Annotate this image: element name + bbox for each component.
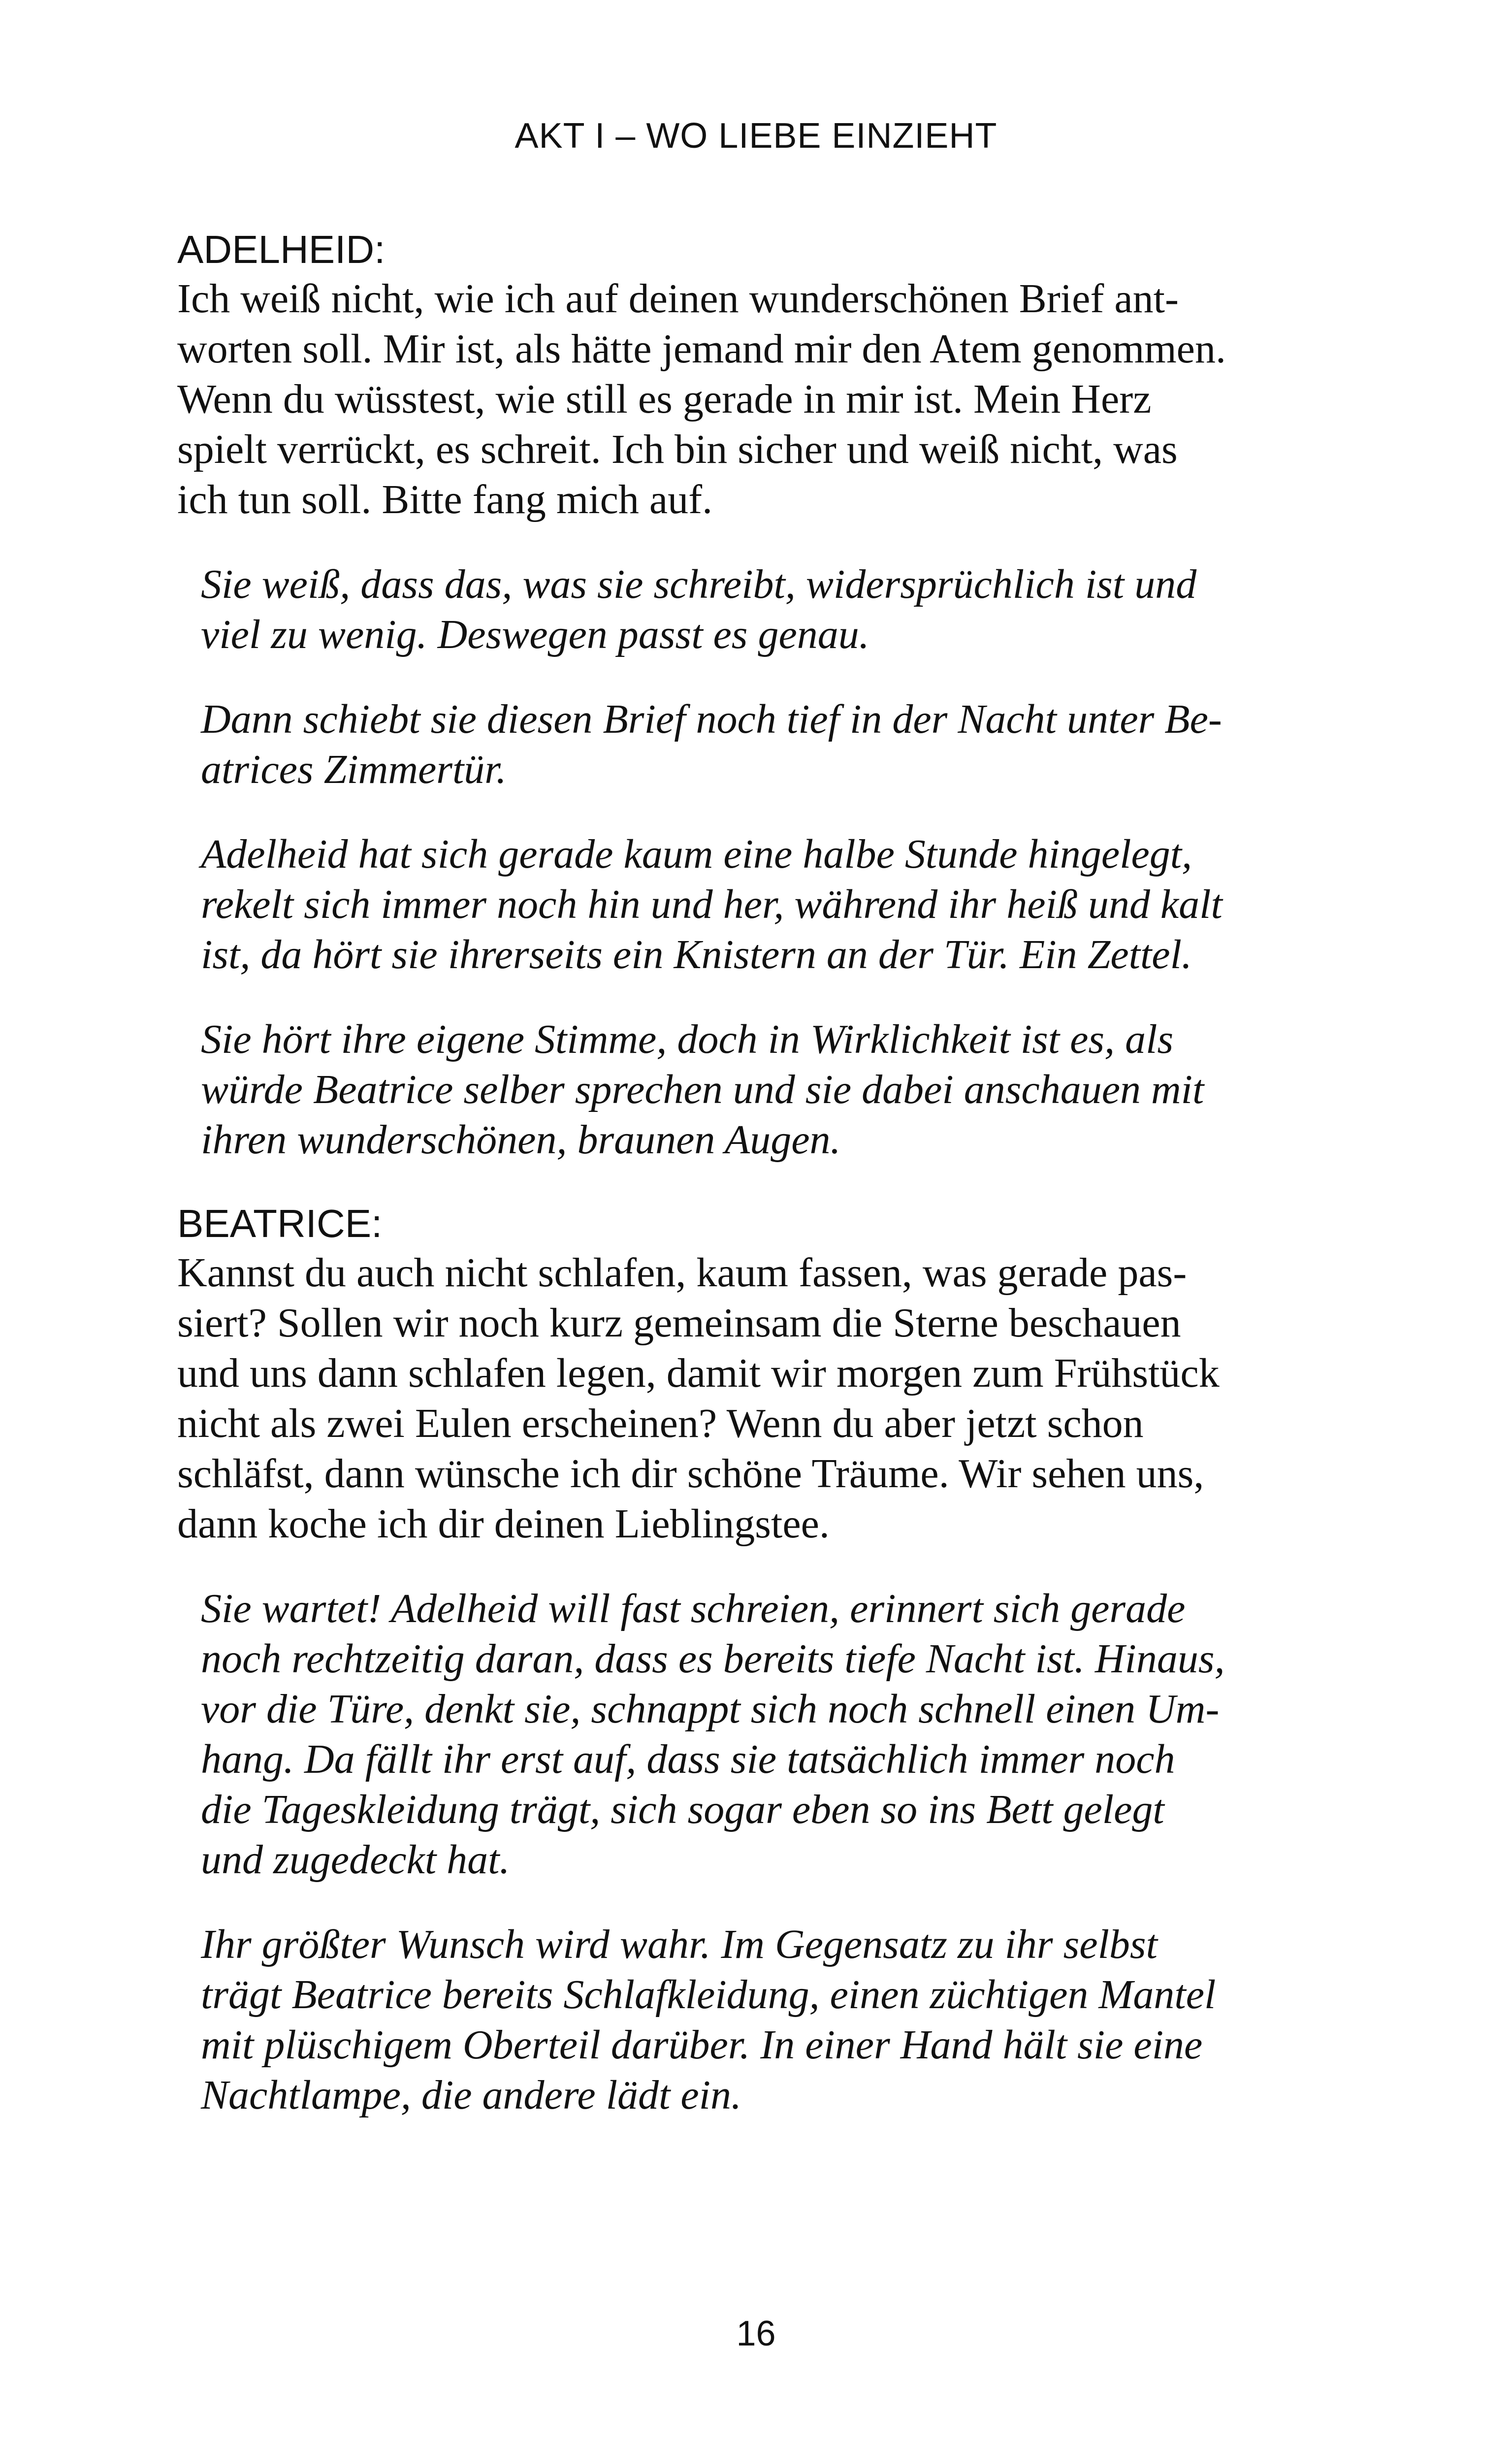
text-line: Nachtlampe, die andere lädt ein.: [201, 2072, 741, 2118]
running-header: AKT I – WO LIEBE EINZIEHT: [515, 116, 997, 156]
dialogue-block: [177, 1200, 1290, 1549]
dialogue-text: [177, 274, 1290, 525]
text-line: Ihr größter Wunsch wird wahr. Im Gegensatz zu ihr selbst: [201, 1922, 1158, 1967]
text-line: Sie weiß, dass das, was sie schreibt, widersprüchlich ist und: [201, 561, 1197, 607]
page-body: [177, 221, 1290, 2120]
text-line: siert? Sollen wir noch kurz gemeinsam die Sterne beschauen: [177, 1300, 1181, 1346]
text-line: Sie hört ihre eigene Stimme, doch in Wirklichkeit ist es, als: [201, 1016, 1174, 1062]
page-number: 16: [736, 2314, 776, 2353]
speaker-name: ADELHEID:: [177, 228, 386, 271]
text-line: trägt Beatrice bereits Schlafkleidung, einen züchtigen Mantel: [201, 1972, 1216, 2018]
text-line: dann koche ich dir deinen Lieblingstee.: [177, 1501, 830, 1547]
text-line: Kannst du auch nicht schlafen, kaum fassen, was gerade pas-: [177, 1250, 1187, 1296]
text-line: würde Beatrice selber sprechen und sie dabei anschauen mit: [201, 1067, 1204, 1112]
dialogue-text: [177, 1248, 1290, 1549]
text-line: nicht als zwei Eulen erscheinen? Wenn du aber jetzt schon: [177, 1401, 1144, 1446]
text-line: mit plüschigem Oberteil darüber. In einer Hand hält sie eine: [201, 2022, 1203, 2068]
stage-direction: [201, 829, 1290, 980]
text-line: ich tun soll. Bitte fang mich auf.: [177, 477, 713, 522]
text-line: atrices Zimmertür.: [201, 747, 507, 792]
text-line: vor die Türe, denkt sie, schnappt sich noch schnell einen Um-: [201, 1686, 1220, 1732]
stage-direction: [201, 694, 1290, 795]
text-line: worten soll. Mir ist, als hätte jemand mir den Atem genommen.: [177, 326, 1226, 372]
text-line: hang. Da fällt ihr erst auf, dass sie tatsächlich immer noch: [201, 1736, 1175, 1782]
dialogue-block: [177, 226, 1290, 525]
stage-direction: [201, 1014, 1290, 1165]
text-line: noch rechtzeitig daran, dass es bereits tiefe Nacht ist. Hinaus,: [201, 1636, 1225, 1682]
text-line: spielt verrückt, es schreit. Ich bin sicher und weiß nicht, was: [177, 426, 1178, 472]
text-line: und zugedeckt hat.: [201, 1837, 510, 1883]
text-line: Adelheid hat sich gerade kaum eine halbe Stunde hingelegt,: [201, 831, 1192, 877]
text-line: Dann schiebt sie diesen Brief noch tief in der Nacht unter Be-: [201, 696, 1222, 742]
speaker-name: BEATRICE:: [177, 1202, 383, 1245]
text-line: Sie wartet! Adelheid will fast schreien, erinnert sich gerade: [201, 1586, 1186, 1631]
text-line: und uns dann schlafen legen, damit wir morgen zum Frühstück: [177, 1350, 1220, 1396]
text-line: Ich weiß nicht, wie ich auf deinen wunderschönen Brief ant-: [177, 276, 1179, 322]
text-line: Wenn du wüsstest, wie still es gerade in mir ist. Mein Herz: [177, 376, 1152, 422]
stage-direction: [201, 1584, 1290, 1885]
text-line: schläfst, dann wünsche ich dir schöne Träume. Wir sehen uns,: [177, 1451, 1204, 1497]
stage-direction: [201, 1920, 1290, 2120]
text-line: die Tageskleidung trägt, sich sogar eben so ins Bett gelegt: [201, 1787, 1164, 1832]
text-line: ihren wunderschönen, braunen Augen.: [201, 1117, 841, 1163]
text-line: ist, da hört sie ihrerseits ein Knistern an der Tür. Ein Zettel.: [201, 932, 1192, 977]
stage-direction: [201, 559, 1290, 660]
text-line: viel zu wenig. Deswegen passt es genau.: [201, 612, 869, 657]
text-line: rekelt sich immer noch hin und her, während ihr heiß und kalt: [201, 881, 1222, 927]
